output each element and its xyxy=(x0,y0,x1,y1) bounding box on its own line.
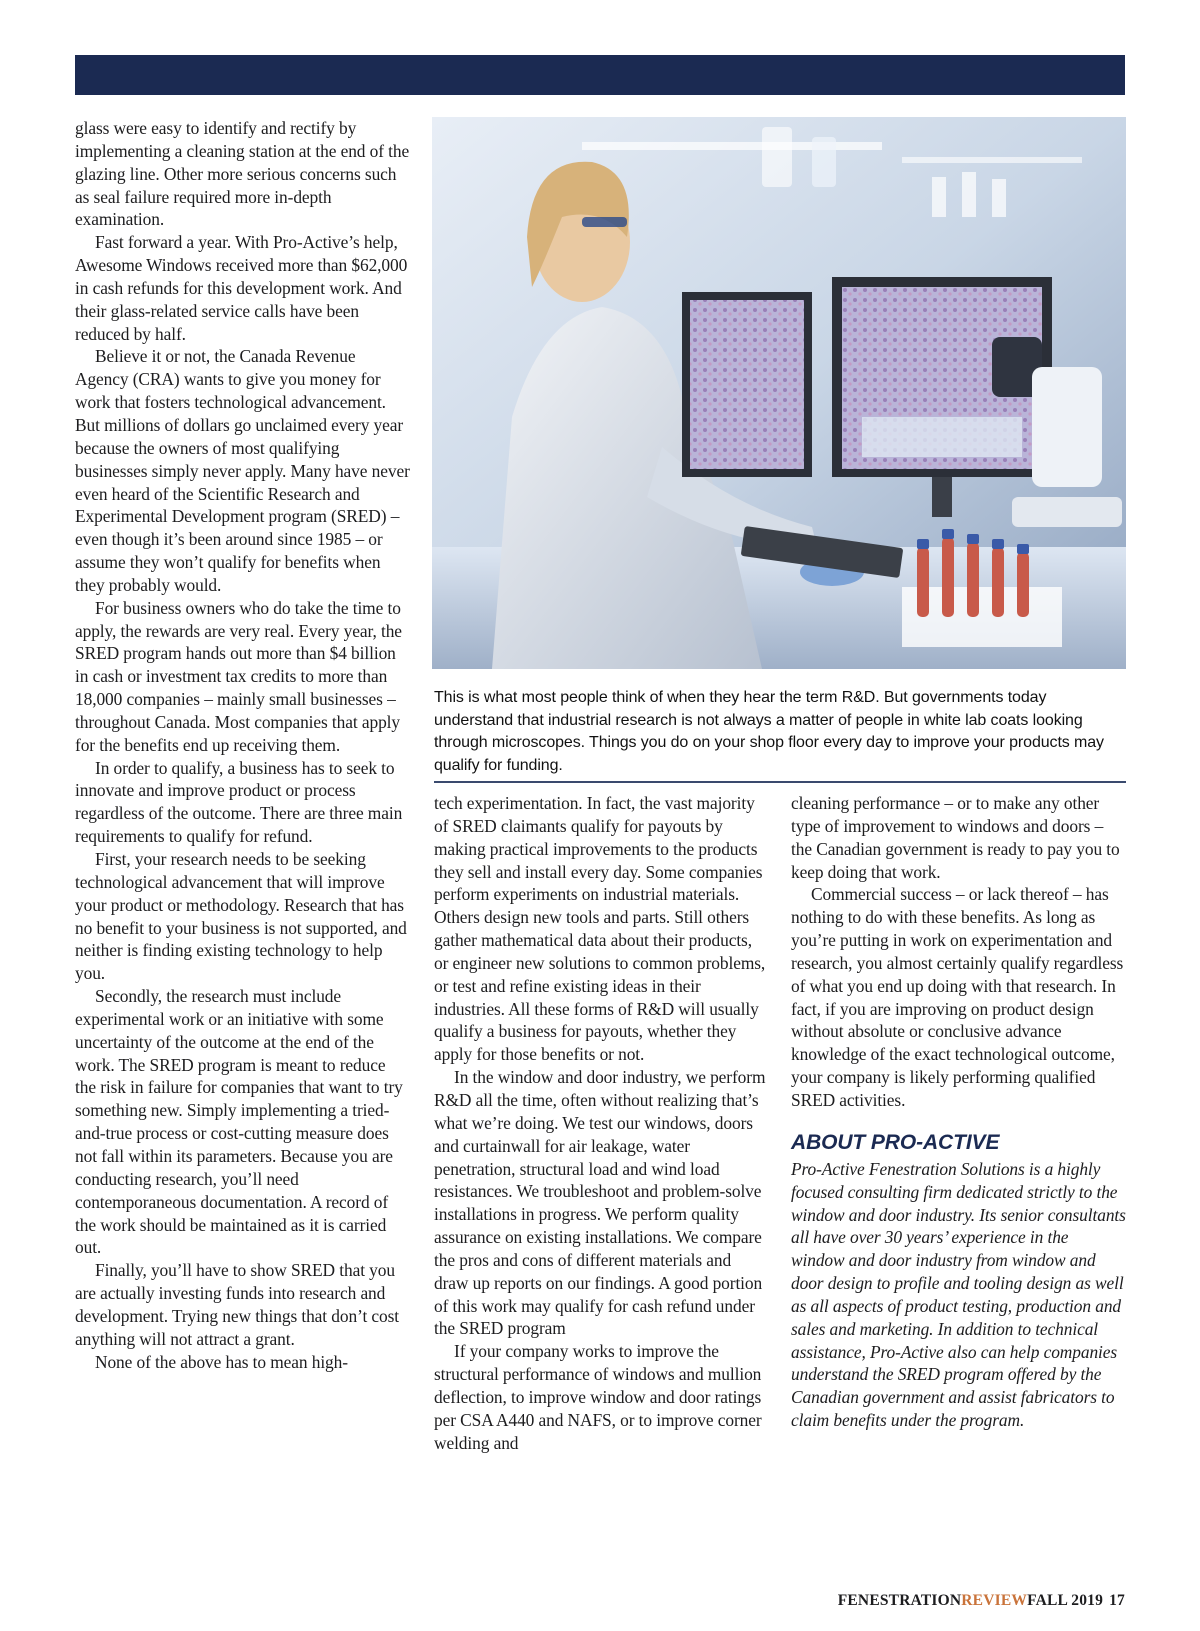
lab-photo xyxy=(432,117,1126,669)
footer-brand-fenestration: FENESTRATION xyxy=(837,1592,962,1609)
paragraph: glass were easy to identify and rectify by implementing a cleaning station at the end of the glazing line. Other more serious concerns such as seal failure required more in-depth examination. xyxy=(75,118,410,230)
footer-brand-review: REVIEW xyxy=(961,1592,1028,1609)
paragraph: None of the above has to mean high- xyxy=(95,1351,348,1372)
article-column-2 xyxy=(434,792,769,1454)
page-footer xyxy=(838,1592,1125,1610)
paragraph: For business owners who do take the time to apply, the rewards are very real. Every year, the SRED program hands out more than $4 billion in cash or investment tax credits to more than 18,000 companies – mainly small businesses – throughout Canada. Most companies that apply for the benefits end up receiving them. xyxy=(75,597,402,755)
article-column-3 xyxy=(791,792,1126,1432)
lab-photo-illustration xyxy=(432,117,1126,669)
paragraph: cleaning performance – or to make any other type of improvement to windows and doors – the Canadian government is ready to pay you to keep doing that work. xyxy=(791,793,1120,882)
paragraph: First, your research needs to be seeking technological advancement that will improve your product or methodology. Research that has no benefit to your business is not supported, and neither is finding existing technology to help you. xyxy=(75,849,407,984)
paragraph: Commercial success – or lack thereof – has nothing to do with these benefits. As long as you’re putting in work on experimentation and research, you almost certainly qualify regardless of what you end up doing with that research. In fact, if you are improving on product design without absolute or conclusive advance knowledge of the exact technological outcome, your company is likely performing qualified SRED activities. xyxy=(791,884,1124,1110)
article-column-1 xyxy=(75,117,410,1373)
paragraph: In the window and door industry, we perform R&D all the time, often without realizing that’s what we’re doing. We test our windows, doors and curtainwall for air leakage, water penetration, structural load and wind load resistances. We troubleshoot and problem-solve installations in progress. We perform quality assurance on existing installations. We compare the pros and cons of different materials and draw up reports on our findings. A good portion of this work may qualify for cash refund under the SRED program xyxy=(434,1067,766,1339)
paragraph: Believe it or not, the Canada Revenue Agency (CRA) wants to give you money for work that fosters technological advancement. But millions of dollars go unclaimed every year because the owners of most qualifying businesses simply never apply. Many have never even heard of the Scientific Research and Experimental Development program (SRED) – even though it’s been around since 1985 – or assume they won’t qualify for benefits when they probably would. xyxy=(75,346,410,595)
paragraph: Fast forward a year. With Pro-Active’s help, Awesome Windows received more than $62,000 in cash refunds for this development work. And their glass-related service calls have been reduced by half. xyxy=(75,232,408,344)
about-body: Pro-Active Fenestration Solutions is a highly focused consulting firm dedicated strictly to the window and door industry. Its senior consultants all have over 30 years’ experience in the window and door industry from window and door design to profile and tooling design as well as all aspects of product testing, production and sales and marketing. In addition to technical assistance, Pro-Active also can help companies understand the SRED program offered by the Canadian government and assist fabricators to claim benefits under the program. xyxy=(791,1158,1126,1431)
footer-issue: FALL 2019 xyxy=(1027,1592,1104,1609)
caption-divider xyxy=(434,781,1126,783)
paragraph: Finally, you’ll have to show SRED that you are actually investing funds into research and development. Trying new things that don’t cost anything will not attract a grant. xyxy=(75,1260,400,1349)
header-bar xyxy=(75,55,1125,95)
page-number: 17 xyxy=(1109,1592,1125,1609)
paragraph: Secondly, the research must include experimental work or an initiative with some uncertainty of the outcome at the end of the work. The SRED program is meant to reduce the risk in failure for companies that want to try something new. Simply implementing a tried-and-true process or cost-cutting measure does not fall within its parameters. Because you are conducting research, you’ll need contemporaneous documentation. A record of the work should be maintained as it is carried out. xyxy=(75,986,403,1258)
paragraph: If your company works to improve the structural performance of windows and mullion deflection, to improve window and door ratings per CSA A440 and NAFS, or to improve corner welding and xyxy=(434,1341,762,1453)
paragraph: In order to qualify, a business has to seek to innovate and improve product or process regardless of the outcome. There are three main requirements to qualify for refund. xyxy=(75,757,403,847)
paragraph: tech experimentation. In fact, the vast majority of SRED claimants qualify for payouts by making practical improvements to the products they sell and install every day. Some companies perform experiments on industrial materials. Others design new tools and parts. Still others gather mathematical data about their products, or engineer new solutions to common problems, or test and refine existing ideas in their industries. All these forms of R&D will usually qualify a business for payouts, whether they apply for those benefits or not. xyxy=(434,793,766,1065)
about-heading: ABOUT PRO-ACTIVE xyxy=(791,1130,1000,1154)
photo-caption: This is what most people think of when they hear the term R&D. But governments today understand that industrial research is not always a matter of people in white lab coats looking through microscopes. Things you do on your shop floor every day to improve your products may qualify for funding. xyxy=(434,689,1104,774)
